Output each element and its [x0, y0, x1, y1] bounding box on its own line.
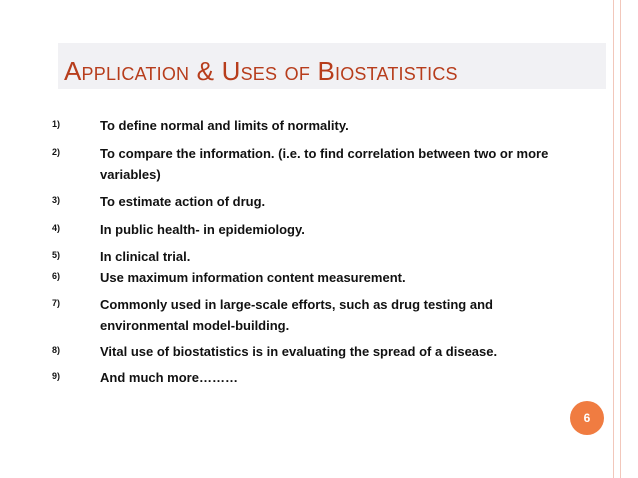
- list-item-number: 4): [52, 223, 61, 233]
- list-item-text: And much more………: [100, 370, 238, 385]
- list-item-number: 1): [52, 119, 61, 129]
- slide-title: Application & Uses of Biostatistics: [64, 56, 458, 86]
- decorative-rule-right: [620, 0, 621, 478]
- list-item-text: To compare the information. (i.e. to find correlation between two or more variables): [100, 146, 549, 182]
- list-item-text: Use maximum information content measurement.: [100, 270, 406, 285]
- list-item-number: 7): [52, 298, 61, 308]
- list-item-text: To estimate action of drug.: [100, 194, 266, 209]
- list-item-number: 3): [52, 195, 61, 205]
- list-item-text: To define normal and limits of normality.: [100, 118, 349, 133]
- decorative-rule-left: [613, 0, 614, 478]
- list-item-text: In clinical trial.: [100, 249, 191, 264]
- list-item-text: Vital use of biostatistics is in evaluating the spread of a disease.: [100, 344, 498, 359]
- list-item-number: 2): [52, 147, 61, 157]
- list-item-number: 6): [52, 271, 61, 281]
- page-number: 6: [583, 411, 591, 425]
- list-item-number: 8): [52, 345, 61, 355]
- list-item-text: In public health- in epidemiology.: [100, 222, 305, 237]
- page-number-badge: [570, 401, 604, 435]
- list-item-text: Commonly used in large-scale efforts, such as drug testing and environmental model-building.: [100, 297, 493, 333]
- list-item-number: 5): [52, 250, 61, 260]
- list-item-number: 9): [52, 371, 61, 381]
